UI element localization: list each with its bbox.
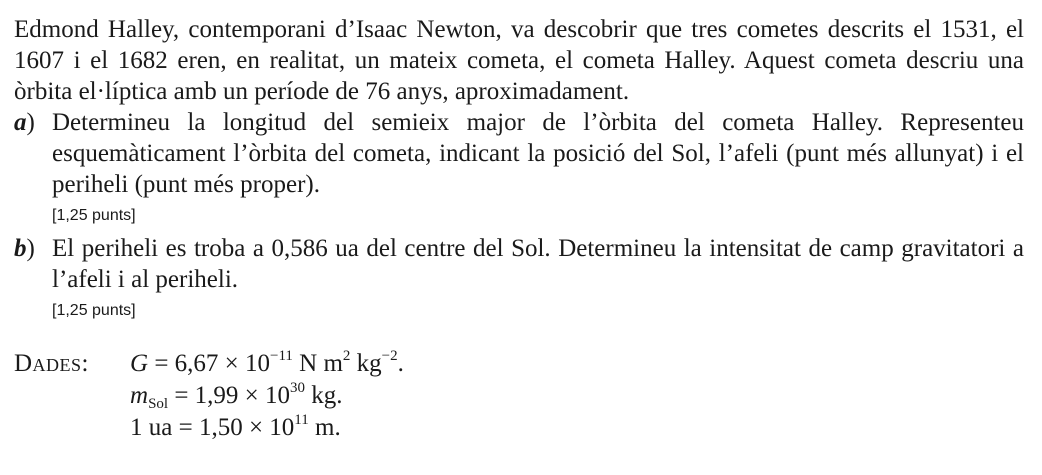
- problem-intro: Edmond Halley, contemporani d’Isaac Newton, va descobrir que tres cometes descrits el 1531, el 1607 i el 1682 eren, en realitat, un mateix cometa, el cometa Halley. Aquest cometa descriu una òrbita el·líptica amb un període de 76 anys, aproximadament.: [14, 16, 1024, 105]
- part-a-paren: ): [26, 109, 35, 136]
- ua-exponent: 11: [294, 412, 309, 428]
- part-b-text: El periheli es troba a 0,586 ua del centre del Sol. Determineu la intensitat de camp gravitatori a l’afeli i al periheli.: [52, 235, 1024, 293]
- ua-value: 1 ua = 1,50 × 10: [130, 414, 295, 441]
- part-a-letter: a: [14, 109, 27, 136]
- ua-end: m.: [308, 414, 341, 441]
- part-b: [14, 233, 1024, 321]
- m-exponent: 30: [290, 380, 306, 396]
- part-a-points: [1,25 punts]: [52, 207, 136, 224]
- g-symbol: G: [130, 350, 149, 377]
- g-unit-nm: N m: [292, 350, 343, 377]
- astronomical-unit: [130, 412, 1024, 444]
- gravitational-constant: [130, 348, 1024, 380]
- part-a-label: [14, 107, 35, 138]
- part-a-text: Determineu la longitud del semieix major de l’òrbita del cometa Halley. Representeu esquemàticament l’òrbita del cometa, indicant la posició del Sol, l’afeli (punt més allunyat) i el periheli (punt més proper).: [52, 109, 1024, 198]
- data-section: [14, 348, 1024, 444]
- m-symbol: m: [130, 382, 149, 409]
- g-end: .: [397, 350, 404, 377]
- g-value: = 6,67 × 10: [148, 350, 271, 377]
- part-a: [14, 107, 1024, 226]
- g-unit-nm-exponent: 2: [342, 348, 351, 364]
- m-end: kg.: [305, 382, 343, 409]
- m-subscript: Sol: [148, 396, 169, 412]
- part-b-points: [1,25 punts]: [52, 302, 136, 319]
- data-lines: [130, 348, 1024, 444]
- g-unit-kg: kg: [350, 350, 382, 377]
- sun-mass: [130, 380, 1024, 412]
- part-b-paren: ): [26, 235, 35, 262]
- part-b-label: [14, 233, 35, 264]
- g-exponent: −11: [270, 348, 293, 364]
- g-unit-kg-exponent: −2: [381, 348, 398, 364]
- exam-problem: [14, 14, 1024, 444]
- data-label: Dades:: [14, 350, 90, 377]
- part-b-letter: b: [14, 235, 27, 262]
- m-value: = 1,99 × 10: [168, 382, 291, 409]
